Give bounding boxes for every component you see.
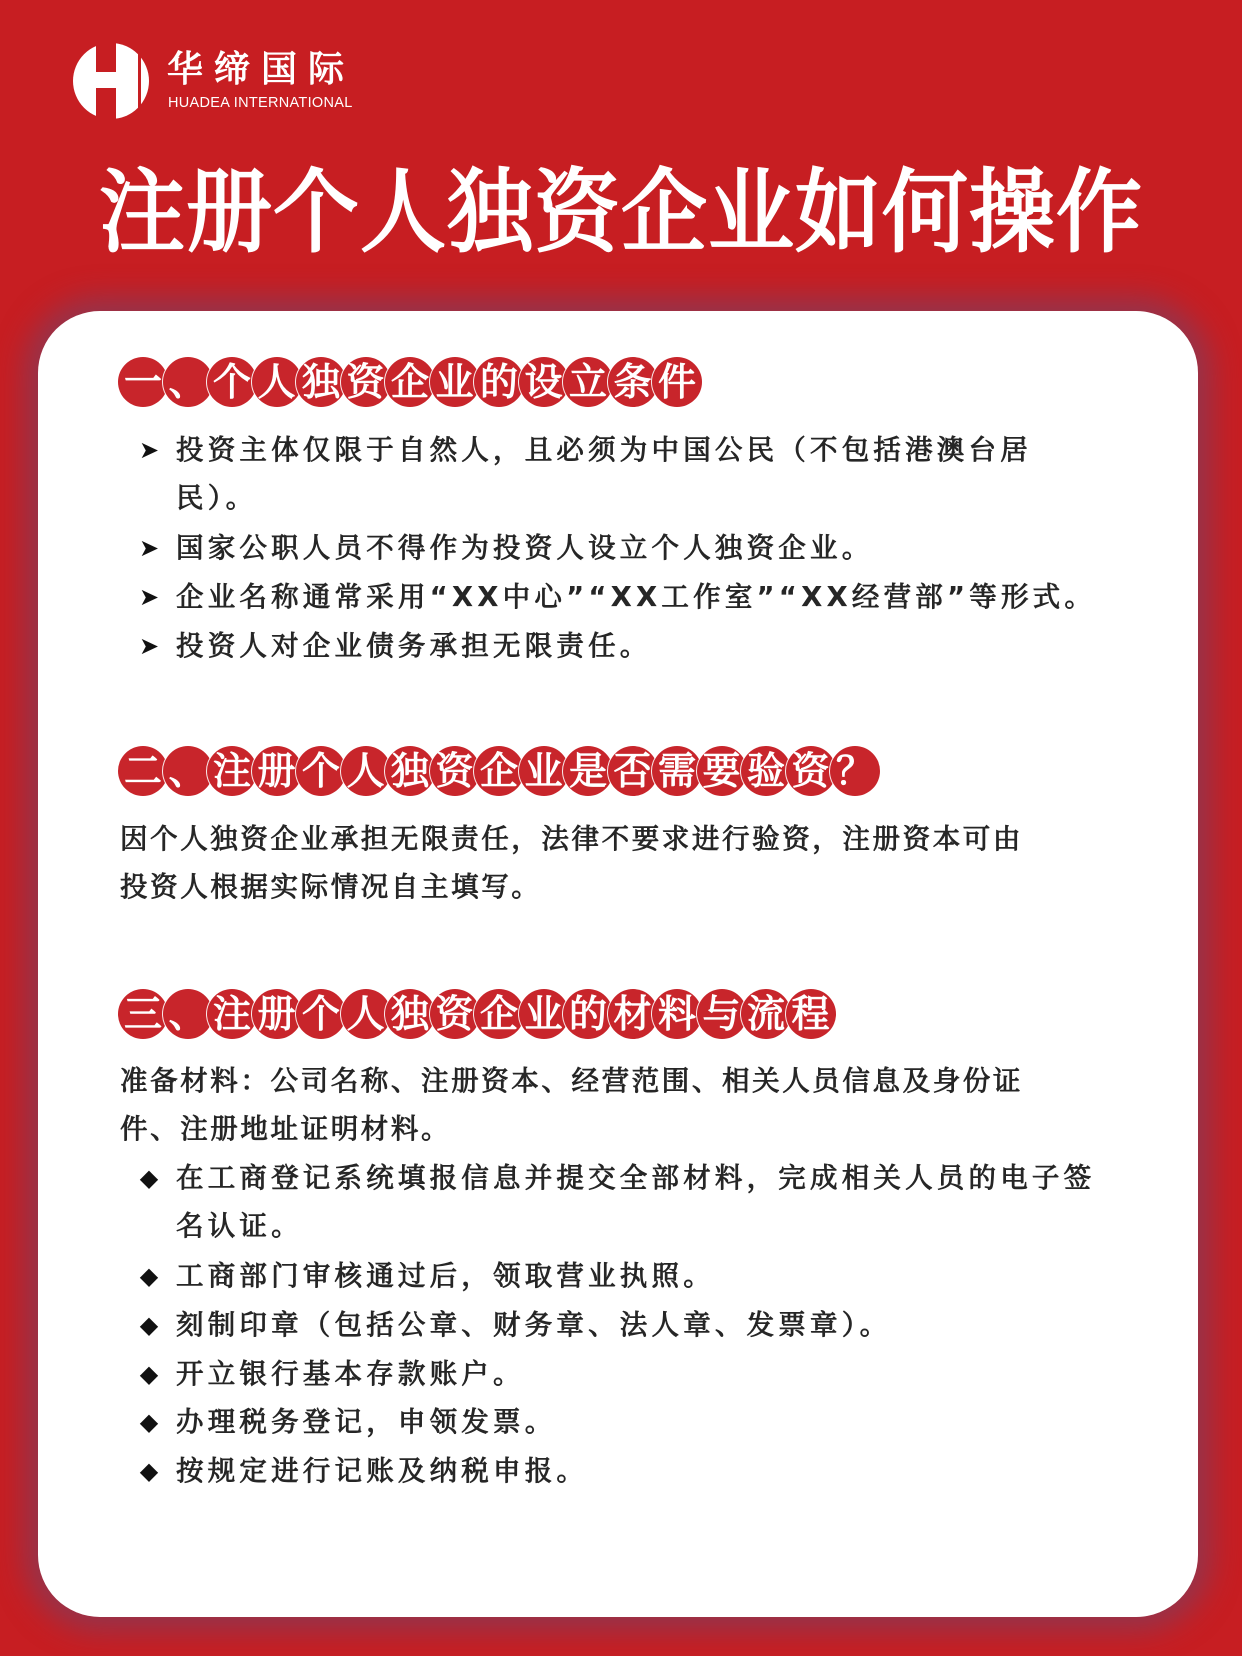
list-item-text: 民）。 [176, 482, 258, 514]
section-2-paragraph [120, 815, 1080, 911]
heading-char: 条 [608, 357, 658, 407]
heading-char: 册 [252, 989, 302, 1039]
heading-char: 材 [608, 989, 658, 1039]
heading-char: ？ [830, 746, 880, 796]
paragraph-text: 投资人根据实际情况自主填写。 [120, 871, 542, 903]
heading-char: 否 [608, 746, 658, 796]
content-card [38, 311, 1198, 1617]
list-item-text: 企业名称通常采用“XX中心”“XX工作室”“XX经营部”等形式。 [176, 581, 1097, 613]
heading-char: 、 [163, 746, 213, 796]
heading-char: 、 [163, 357, 213, 407]
heading-char: 个 [296, 746, 346, 796]
heading-char: 料 [652, 989, 702, 1039]
section-2-heading [118, 744, 875, 798]
heading-char: 独 [296, 357, 346, 407]
list-item [138, 622, 1176, 670]
heading-char: 企 [385, 357, 435, 407]
list-item [139, 1350, 1176, 1398]
heading-char: 一 [118, 357, 168, 407]
section-3-paragraph [120, 1057, 1080, 1153]
list-item-text: 刻制印章（包括公章、财务章、法人章、发票章）。 [176, 1309, 892, 1341]
heading-char: 企 [474, 746, 524, 796]
list-item [139, 1301, 1176, 1349]
list-item [138, 524, 1176, 572]
heading-char: 人 [252, 357, 302, 407]
heading-char: 册 [252, 746, 302, 796]
heading-char: 独 [385, 989, 435, 1039]
list-item-text: 工商部门审核通过后，领取营业执照。 [176, 1260, 715, 1292]
paragraph-text: 准备材料：公司名称、注册资本、经营范围、相关人员信息及身份证 [120, 1065, 1023, 1097]
heading-char: 立 [563, 357, 613, 407]
list-item [139, 1447, 1176, 1495]
list-item [139, 1154, 1176, 1250]
heading-char: 注 [207, 989, 257, 1039]
list-item-text: 投资人对企业债务承担无限责任。 [176, 630, 652, 662]
heading-char: 个 [207, 357, 257, 407]
heading-char: 设 [519, 357, 569, 407]
brand-name-en: HUADEA INTERNATIONAL [168, 95, 353, 111]
heading-char: 资 [341, 357, 391, 407]
diamond-icon: ◆ [139, 1360, 159, 1388]
section-3-heading [118, 987, 830, 1041]
list-item-text: 国家公职人员不得作为投资人设立个人独资企业。 [176, 532, 874, 564]
diamond-icon: ◆ [139, 1164, 159, 1192]
letter-h-logo-icon [72, 42, 150, 120]
list-item [139, 1398, 1176, 1446]
section-1-heading [118, 355, 697, 409]
arrowhead-right-icon: ➤ [138, 583, 160, 611]
list-item-text: 按规定进行记账及纳税申报。 [176, 1455, 589, 1487]
heading-char: 业 [430, 357, 480, 407]
list-item [138, 573, 1176, 621]
diamond-icon: ◆ [139, 1408, 159, 1436]
arrowhead-right-icon: ➤ [138, 632, 160, 660]
arrowhead-right-icon: ➤ [138, 534, 160, 562]
heading-char: 人 [341, 746, 391, 796]
list-item-text: 名认证。 [176, 1210, 303, 1242]
heading-char: 验 [741, 746, 791, 796]
heading-char: 件 [652, 357, 702, 407]
list-item-text: 在工商登记系统填报信息并提交全部材料，完成相关人员的电子签 [176, 1162, 1096, 1194]
heading-char: 程 [786, 989, 836, 1039]
brand-name-cn: 华缔国际 [167, 49, 356, 90]
heading-char: 流 [741, 989, 791, 1039]
heading-char: 资 [786, 746, 836, 796]
list-item-text: 办理税务登记，申领发票。 [176, 1406, 557, 1438]
heading-char: 企 [474, 989, 524, 1039]
heading-char: 要 [697, 746, 747, 796]
page-title: 注册个人独资企业如何操作 [99, 160, 1143, 266]
heading-char: 个 [296, 989, 346, 1039]
heading-char: 的 [474, 357, 524, 407]
diamond-icon: ◆ [139, 1262, 159, 1290]
heading-char: 独 [385, 746, 435, 796]
heading-char: 人 [341, 989, 391, 1039]
diamond-icon: ◆ [139, 1457, 159, 1485]
heading-char: 二 [118, 746, 168, 796]
arrowhead-right-icon: ➤ [138, 436, 160, 464]
list-item-text: 开立银行基本存款账户。 [176, 1358, 525, 1390]
heading-char: 业 [519, 746, 569, 796]
heading-char: 需 [652, 746, 702, 796]
heading-char: 的 [563, 989, 613, 1039]
heading-char: 注 [207, 746, 257, 796]
heading-char: 三 [118, 989, 168, 1039]
list-item-text: 投资主体仅限于自然人，且必须为中国公民（不包括港澳台居 [176, 434, 1032, 466]
paragraph-text: 因个人独资企业承担无限责任，法律不要求进行验资，注册资本可由 [120, 823, 1023, 855]
heading-char: 资 [430, 989, 480, 1039]
paragraph-text: 件、注册地址证明材料。 [120, 1113, 452, 1145]
list-item [138, 426, 1176, 522]
heading-char: 业 [519, 989, 569, 1039]
list-item [139, 1252, 1176, 1300]
brand-logo [72, 42, 392, 122]
heading-char: 、 [163, 989, 213, 1039]
heading-char: 是 [563, 746, 613, 796]
heading-char: 资 [430, 746, 480, 796]
diamond-icon: ◆ [139, 1311, 159, 1339]
heading-char: 与 [697, 989, 747, 1039]
